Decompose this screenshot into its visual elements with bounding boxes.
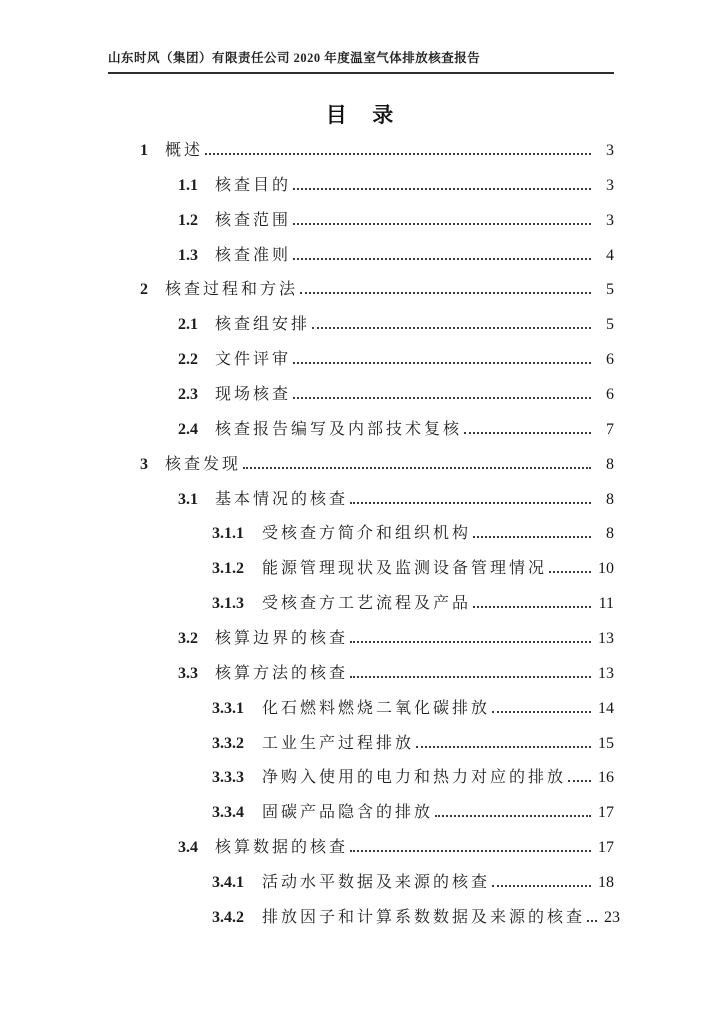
toc-entry-label: 受核查方简介和组织机构 bbox=[262, 525, 472, 543]
toc-entry[interactable] bbox=[140, 420, 614, 455]
toc-dot-leader bbox=[312, 327, 591, 329]
toc-entry-number: 1.3 bbox=[178, 246, 198, 264]
toc-entry-label: 核算数据的核查 bbox=[215, 839, 349, 857]
toc-entry-page: 5 bbox=[606, 281, 614, 299]
toc-entry[interactable] bbox=[140, 350, 614, 385]
toc-entry-number: 3.4.2 bbox=[212, 908, 244, 926]
toc-entry[interactable] bbox=[140, 559, 614, 594]
toc-dot-leader bbox=[568, 780, 591, 782]
toc-entry[interactable] bbox=[140, 629, 614, 664]
toc-entry-number: 1 bbox=[140, 142, 148, 159]
toc-entry-page: 5 bbox=[606, 316, 614, 334]
toc-dot-leader bbox=[350, 676, 591, 678]
toc-entry-label: 基本情况的核查 bbox=[215, 490, 349, 508]
toc-entry-label: 核查报告编写及内部技术复核 bbox=[215, 420, 463, 438]
toc-title: 目 录 bbox=[325, 103, 399, 127]
toc-entry-label: 核查发现 bbox=[165, 455, 242, 473]
toc-entry-number: 2.2 bbox=[178, 351, 198, 369]
toc-entry[interactable] bbox=[140, 908, 621, 943]
toc-entry-page: 17 bbox=[598, 839, 614, 857]
toc-entry-number: 3.4.1 bbox=[212, 874, 244, 892]
toc-entry-number: 3 bbox=[140, 455, 148, 473]
page-running-header bbox=[108, 48, 614, 74]
toc-dot-leader bbox=[492, 885, 591, 887]
toc-entry-page: 23 bbox=[604, 908, 621, 926]
toc-entry-page: 14 bbox=[598, 699, 614, 717]
toc-entry[interactable] bbox=[140, 873, 614, 908]
toc-entry-label: 受核查方工艺流程及产品 bbox=[262, 595, 472, 613]
toc-entry-number: 2 bbox=[140, 281, 148, 299]
toc-dot-leader bbox=[205, 153, 591, 155]
toc-entry-page: 8 bbox=[606, 525, 614, 543]
toc-entry-page: 13 bbox=[598, 664, 614, 682]
toc-dot-leader bbox=[293, 362, 591, 364]
toc-dot-leader bbox=[350, 641, 591, 643]
toc-entry-label: 核查目的 bbox=[215, 176, 292, 194]
toc-entry-page: 7 bbox=[606, 420, 614, 438]
toc-entry-label: 活动水平数据及来源的核查 bbox=[262, 874, 491, 892]
toc-entry-page: 6 bbox=[606, 351, 614, 369]
toc-entry-page: 3 bbox=[606, 211, 614, 229]
toc-dot-leader bbox=[587, 920, 597, 922]
toc-entry-label: 核算方法的核查 bbox=[215, 664, 349, 682]
toc-dot-leader bbox=[293, 258, 591, 260]
toc-list bbox=[140, 141, 621, 943]
toc-entry-label: 排放因子和计算系数数据及来源的核查 bbox=[262, 908, 586, 926]
toc-entry-page: 8 bbox=[606, 455, 614, 473]
toc-entry[interactable] bbox=[140, 768, 614, 803]
toc-entry-page: 6 bbox=[606, 386, 614, 404]
toc-entry[interactable] bbox=[140, 211, 614, 246]
toc-dot-leader bbox=[350, 502, 591, 504]
toc-dot-leader bbox=[473, 606, 591, 608]
toc-entry-number: 3.1.1 bbox=[212, 525, 244, 543]
running-header-text: 山东时风（集团）有限责任公司 2020 年度温室气体排放核查报告 bbox=[108, 51, 481, 65]
toc-entry-number: 3.3.3 bbox=[212, 769, 244, 787]
toc-entry-label: 工业生产过程排放 bbox=[262, 734, 415, 752]
toc-entry[interactable] bbox=[140, 699, 614, 734]
toc-entry-label: 现场核查 bbox=[215, 386, 292, 404]
toc-entry-label: 核查过程和方法 bbox=[165, 281, 299, 299]
toc-dot-leader bbox=[464, 432, 591, 434]
toc-entry-page: 17 bbox=[598, 804, 614, 822]
toc-entry[interactable] bbox=[140, 838, 614, 873]
toc-dot-leader bbox=[473, 536, 591, 538]
toc-entry-page: 11 bbox=[598, 595, 614, 613]
toc-dot-leader bbox=[243, 467, 591, 469]
toc-dot-leader bbox=[416, 746, 591, 748]
toc-entry-number: 1.2 bbox=[178, 211, 198, 229]
toc-entry-label: 核查组安排 bbox=[215, 316, 311, 334]
toc-dot-leader bbox=[549, 571, 591, 573]
toc-entry-number: 3.3.2 bbox=[212, 734, 244, 752]
toc-entry-label: 文件评审 bbox=[215, 351, 292, 369]
toc-entry-number: 3.4 bbox=[178, 839, 198, 857]
toc-entry-page: 4 bbox=[606, 246, 614, 264]
toc-dot-leader bbox=[293, 223, 591, 225]
toc-entry-label: 固碳产品隐含的排放 bbox=[262, 804, 434, 822]
toc-entry[interactable] bbox=[140, 176, 614, 211]
toc-entry-page: 10 bbox=[598, 560, 614, 578]
toc-entry-number: 3.3 bbox=[178, 664, 198, 682]
toc-entry-label: 核算边界的核查 bbox=[215, 630, 349, 648]
toc-entry[interactable] bbox=[140, 315, 614, 350]
toc-entry[interactable] bbox=[140, 594, 614, 629]
toc-entry-label: 核查准则 bbox=[215, 246, 292, 264]
toc-entry-number: 2.4 bbox=[178, 420, 198, 438]
toc-entry[interactable] bbox=[140, 664, 614, 699]
toc-dot-leader bbox=[293, 188, 591, 190]
toc-dot-leader bbox=[492, 711, 591, 713]
toc-dot-leader bbox=[435, 815, 591, 817]
toc-entry-number: 2.1 bbox=[178, 316, 198, 334]
toc-entry[interactable] bbox=[140, 490, 614, 525]
toc-entry[interactable] bbox=[140, 280, 614, 315]
toc-entry-number: 3.1 bbox=[178, 490, 198, 508]
toc-entry-page: 16 bbox=[598, 769, 614, 787]
toc-entry-number: 1.1 bbox=[178, 176, 198, 194]
toc-entry-label: 概述 bbox=[165, 142, 204, 159]
toc-entry-number: 2.3 bbox=[178, 386, 198, 404]
toc-entry-number: 3.1.2 bbox=[212, 560, 244, 578]
toc-entry-page: 18 bbox=[598, 874, 614, 892]
toc-entry[interactable] bbox=[140, 803, 614, 838]
toc-entry[interactable] bbox=[140, 246, 614, 281]
toc-dot-leader bbox=[293, 397, 591, 399]
toc-entry[interactable] bbox=[140, 455, 614, 490]
toc-entry-label: 化石燃料燃烧二氧化碳排放 bbox=[262, 699, 491, 717]
toc-entry-label: 净购入使用的电力和热力对应的排放 bbox=[262, 769, 567, 787]
toc-entry-page: 15 bbox=[598, 734, 614, 752]
toc-entry-page: 3 bbox=[606, 142, 614, 159]
toc-entry-number: 3.3.1 bbox=[212, 699, 244, 717]
toc-entry[interactable] bbox=[140, 734, 614, 769]
toc-entry-number: 3.3.4 bbox=[212, 804, 244, 822]
toc-entry-page: 13 bbox=[598, 630, 614, 648]
toc-entry-label: 能源管理现状及监测设备管理情况 bbox=[262, 560, 548, 578]
toc-dot-leader bbox=[350, 850, 591, 852]
toc-entry-number: 3.2 bbox=[178, 630, 198, 648]
toc-dot-leader bbox=[300, 292, 591, 294]
toc-entry[interactable] bbox=[140, 141, 614, 176]
toc-entry-label: 核查范围 bbox=[215, 211, 292, 229]
toc-entry[interactable] bbox=[140, 524, 614, 559]
toc-entry-page: 3 bbox=[606, 176, 614, 194]
toc-entry-number: 3.1.3 bbox=[212, 595, 244, 613]
toc-entry-page: 8 bbox=[606, 490, 614, 508]
toc-entry[interactable] bbox=[140, 385, 614, 420]
